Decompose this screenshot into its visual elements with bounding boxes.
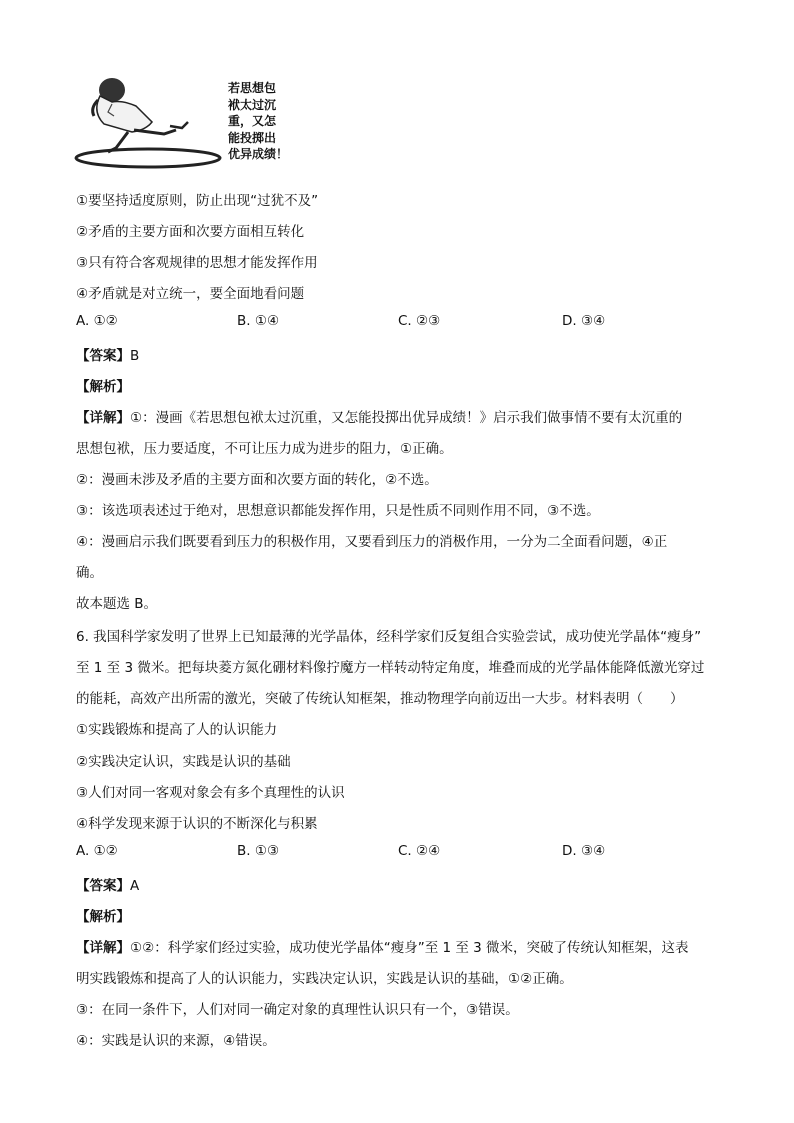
q6-detail-3: ③：在同一条件下，人们对同一确定对象的真理性认识只有一个，③错误。 bbox=[76, 1002, 519, 1018]
analysis-tag: 【解析】 bbox=[76, 909, 130, 925]
q6-statement-3: ③人们对同一客观对象会有多个真理性的认识 bbox=[76, 785, 345, 801]
answer-value: B bbox=[130, 348, 140, 364]
q6-option-d: D. ③④ bbox=[562, 843, 606, 859]
q5-detail-3: ③：该选项表述过于绝对，思想意识都能发挥作用，只是性质不同则作用不同，③不选。 bbox=[76, 503, 600, 519]
answer-value: A bbox=[130, 878, 140, 894]
q5-statement-4: ④矛盾就是对立统一，要全面地看问题 bbox=[76, 286, 305, 302]
q6-option-c: C. ②④ bbox=[398, 843, 441, 859]
q5-options bbox=[76, 313, 636, 333]
q5-detail-1a bbox=[76, 406, 682, 426]
q6-stem-line-2: 至 1 至 3 微米。把每块菱方氮化硼材料像拧魔方一样转动特定角度，堆叠而成的光学晶体能降低激光穿过 bbox=[76, 660, 705, 676]
q5-conclusion: 故本题选 B。 bbox=[76, 596, 158, 612]
q5-analysis-heading bbox=[76, 375, 130, 395]
q6-stem-line-3: 的能耗，高效产出所需的激光，突破了传统认知框架，推动物理学向前迈出一大步。材料表明（ ） bbox=[76, 691, 684, 707]
q6-detail-12a bbox=[76, 936, 689, 956]
q6-option-a: A. ①② bbox=[76, 843, 118, 859]
q5-option-c: C. ②③ bbox=[398, 313, 441, 329]
q5-statement-2: ②矛盾的主要方面和次要方面相互转化 bbox=[76, 224, 305, 240]
detail-tag: 【详解】 bbox=[76, 410, 130, 426]
analysis-tag: 【解析】 bbox=[76, 379, 130, 395]
q6-detail-4: ④：实践是认识的来源，④错误。 bbox=[76, 1033, 276, 1049]
q6-statement-4: ④科学发现来源于认识的不断深化与积累 bbox=[76, 816, 318, 832]
q5-statement-3: ③只有符合客观规律的思想才能发挥作用 bbox=[76, 255, 318, 271]
answer-tag: 【答案】 bbox=[76, 878, 130, 894]
cartoon-caption bbox=[228, 80, 298, 163]
q6-stem-line-1: 6. 我国科学家发明了世界上已知最薄的光学晶体，经科学家们反复组合实验尝试，成功使光学晶体“瘦身” bbox=[76, 629, 702, 645]
cartoon-shot-putter-image bbox=[72, 72, 232, 172]
q5-detail-2: ②：漫画未涉及矛盾的主要方面和次要方面的转化，②不选。 bbox=[76, 472, 438, 488]
q6-option-b: B. ①③ bbox=[237, 843, 280, 859]
q6-statement-1: ①实践锻炼和提高了人的认识能力 bbox=[76, 722, 278, 738]
q5-option-b: B. ①④ bbox=[237, 313, 280, 329]
q6-answer bbox=[76, 874, 139, 894]
detail-text: ①②：科学家们经过实验，成功使光学晶体“瘦身”至 1 至 3 微米，突破了传统认知框架，这表 bbox=[130, 940, 689, 956]
answer-tag: 【答案】 bbox=[76, 348, 130, 364]
caption-line: 若思想包 bbox=[228, 81, 277, 95]
q6-detail-12b: 明实践锻炼和提高了人的认识能力，实践决定认识，实践是认识的基础，①②正确。 bbox=[76, 971, 573, 987]
q5-detail-4b: 确。 bbox=[76, 565, 103, 581]
caption-line: 能投掷出 bbox=[228, 130, 277, 145]
caption-line: 重，又怎 bbox=[228, 114, 277, 129]
q6-analysis-heading bbox=[76, 905, 130, 925]
q5-option-d: D. ③④ bbox=[562, 313, 606, 329]
detail-text: ①：漫画《若思想包袱太过沉重，又怎能投掷出优异成绩！》启示我们做事情不要有太沉重的 bbox=[130, 410, 683, 426]
caption-line: 优异成绩！ bbox=[228, 147, 289, 162]
q5-detail-1b: 思想包袱，压力要适度，不可让压力成为进步的阻力，①正确。 bbox=[76, 441, 453, 457]
q6-statement-2: ②实践决定认识，实践是认识的基础 bbox=[76, 754, 291, 770]
q6-options bbox=[76, 843, 636, 863]
q5-option-a: A. ①② bbox=[76, 313, 118, 329]
q5-detail-4a: ④：漫画启示我们既要看到压力的积极作用，又要看到压力的消极作用，一分为二全面看问题，④正 bbox=[76, 534, 668, 550]
caption-line: 袱太过沉 bbox=[228, 97, 277, 112]
q5-statement-1: ①要坚持适度原则，防止出现“过犹不及” bbox=[76, 193, 319, 209]
q5-answer bbox=[76, 344, 139, 364]
detail-tag: 【详解】 bbox=[76, 940, 130, 956]
